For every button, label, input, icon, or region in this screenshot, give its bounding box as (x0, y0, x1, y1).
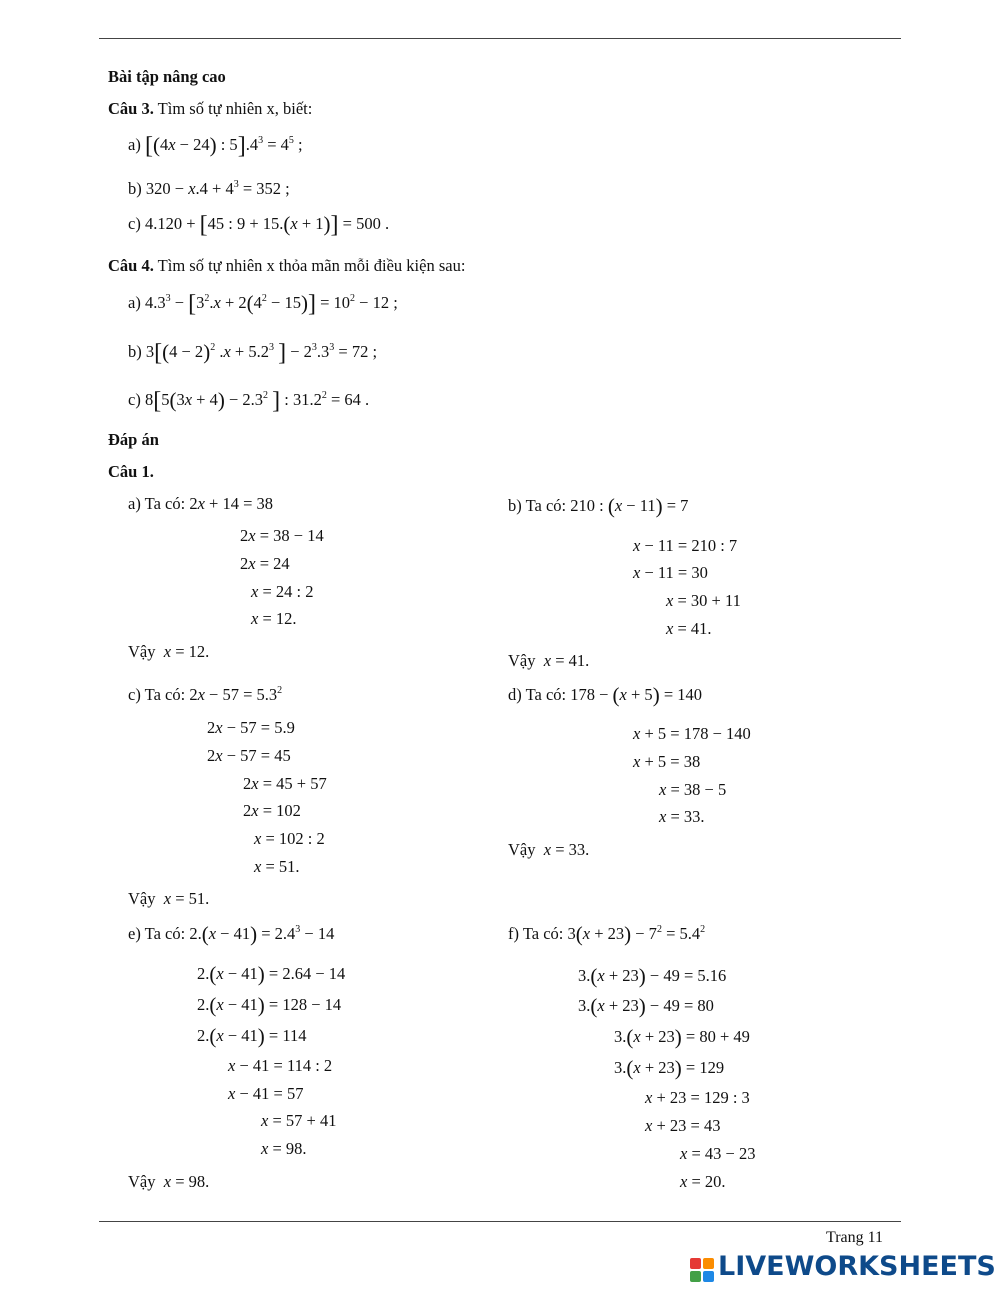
question-4-heading (108, 256, 465, 276)
q3-b-label: b) (128, 179, 142, 198)
brand-name[interactable]: LIVEWORKSHEETS (718, 1251, 996, 1282)
ans-d-line5: x = 33. (659, 807, 705, 826)
ans-f-line1: f) Ta có: $3(x + 23) - 7^2 = 5.4^2$ (508, 922, 706, 946)
q4-c (128, 388, 370, 414)
question-3-intro: Tìm số tự nhiên x, biết: (153, 99, 313, 118)
ans-b-label: b) Ta có: (508, 496, 567, 515)
ans-b-vay: Vậy (508, 651, 536, 670)
ans-f-line9: x = 20. (680, 1172, 726, 1191)
ans-f-line4: 3.(x + 23) = 80 + 49 (614, 1025, 750, 1049)
ans-f-line6: x + 23 = 129 : 3 (645, 1088, 750, 1107)
cau1-title: Câu 1. (108, 462, 154, 481)
ans-f-line8: x = 43 − 23 (680, 1144, 756, 1163)
q4-c-expr: $8[5(3x + 4) - 2.3^2$ ] : $31.2^2 = 64$ . (144, 388, 370, 414)
ans-d-label: d) Ta có: (508, 685, 567, 704)
ans-a-label: a) Ta có: (128, 494, 186, 513)
ans-a-line1: a) Ta có: 2x + 14 = 38 (128, 494, 274, 513)
ans-b-line4: x = 30 + 11 (666, 591, 741, 610)
ans-f-line3: 3.(x + 23) − 49 = 80 (578, 994, 714, 1018)
ans-b-line1: b) Ta có: 210 : (x − 11) = 7 (508, 494, 689, 518)
q3-a-expr: [(4x − 24) : $5].4^3 = 4^5$ ; (144, 133, 303, 159)
ans-a-line5: x = 12. (251, 609, 297, 628)
ans-b-line2: x − 11 = 210 : 7 (633, 536, 738, 555)
page-number: Trang 11 (826, 1229, 884, 1246)
ans-b-line5: x = 41. (666, 619, 712, 638)
q4-a-expr: $4.3^3 - [3^2.x + 2(4^2 - 15)] = 10^2 - 12$ ; (144, 291, 398, 317)
ans-d-line4: x = 38 − 5 (659, 780, 727, 799)
q3-c-label: c) (128, 214, 141, 233)
liveworksheets-logo-icon (690, 1255, 714, 1285)
ans-c-line4: 2x = 45 + 57 (243, 774, 327, 793)
ans-e-line7: x = 57 + 41 (261, 1111, 337, 1130)
ans-a-line2: 2x = 38 − 14 (240, 526, 324, 545)
ans-e-line3: 2.(x − 41) = 128 − 14 (197, 993, 342, 1017)
ans-b-line3: x − 11 = 30 (633, 563, 708, 582)
ans-c-line2: 2x − 57 = 5.9 (207, 718, 295, 737)
ans-c-line1: c) Ta có: $2x - 57 = 5.3^2$ (128, 685, 283, 704)
ans-e-label: e) Ta có: (128, 924, 186, 943)
logo-square-green (690, 1271, 701, 1282)
ans-d-line3: x + 5 = 38 (633, 752, 701, 771)
ans-c-line5: 2x = 102 (243, 801, 301, 820)
ans-f-line5: 3.(x + 23) = 129 (614, 1056, 725, 1080)
question-3-heading (108, 99, 312, 119)
ans-e-vay: Vậy (128, 1172, 156, 1191)
ans-a-line3: 2x = 24 (240, 554, 290, 573)
ans-c-vay: Vậy (128, 889, 156, 908)
q4-b-expr: $3[(4 - 2)^2$ $.x + 5.2^3$ ] − $2^3.3^3 = 72$ ; (145, 340, 378, 366)
logo-square-blue (703, 1271, 714, 1282)
ans-e-conclusion: Vậy x = 98. (128, 1172, 210, 1191)
ans-d-conclusion: Vậy x = 33. (508, 840, 590, 859)
ans-c-conclusion: Vậy x = 51. (128, 889, 210, 908)
ans-c-label: c) Ta có: (128, 685, 186, 704)
q4-c-label: c) (128, 390, 141, 409)
q4-a-label: a) (128, 293, 141, 312)
q3-b (128, 179, 290, 199)
bottom-rule (99, 1221, 901, 1222)
q3-c-expr: 4.120 + [45 : 9 + 15.(x + 1)] = 500 . (144, 212, 390, 238)
q4-b (128, 340, 378, 366)
ans-a-vay: Vậy (128, 642, 156, 661)
ans-e-line2: 2.(x − 41) = 2.64 − 14 (197, 962, 346, 986)
ans-f-line2: 3.(x + 23) − 49 = 5.16 (578, 964, 727, 988)
q4-a (128, 291, 398, 317)
ans-e-line6: x − 41 = 57 (228, 1084, 304, 1103)
ans-e-line1: e) Ta có: $2.(x - 41) = 2.4^3 - 14$ (128, 922, 335, 946)
ans-e-line8: x = 98. (261, 1139, 307, 1158)
question-3-label: Câu 3. (108, 99, 154, 118)
ans-e-line4: 2.(x − 41) = 114 (197, 1024, 307, 1048)
ans-f-label: f) Ta có: (508, 924, 564, 943)
ans-d-vay: Vậy (508, 840, 536, 859)
q4-b-label: b) (128, 342, 142, 361)
ans-b-conclusion: Vậy x = 41. (508, 651, 590, 670)
ans-d-line2: x + 5 = 178 − 140 (633, 724, 751, 743)
ans-c-line7: x = 51. (254, 857, 300, 876)
ans-a-line4: x = 24 : 2 (251, 582, 314, 601)
question-4-intro: Tìm số tự nhiên x thỏa mãn mỗi điều kiện sau: (153, 256, 466, 275)
ans-e-line5: x − 41 = 114 : 2 (228, 1056, 333, 1075)
section-title: Bài tập nâng cao (108, 67, 226, 86)
q3-a-label: a) (128, 135, 141, 154)
question-4-label: Câu 4. (108, 256, 154, 275)
logo-square-red (690, 1258, 701, 1269)
q3-b-expr: $320 - x.4 + 4^3 = 352$ ; (145, 179, 290, 198)
q3-a (128, 133, 303, 159)
top-rule (99, 38, 901, 39)
answers-title: Đáp án (108, 430, 159, 449)
q3-c (128, 212, 390, 238)
ans-f-line7: x + 23 = 43 (645, 1116, 721, 1135)
ans-c-line3: 2x − 57 = 45 (207, 746, 291, 765)
ans-c-line6: x = 102 : 2 (254, 829, 325, 848)
ans-d-line1: d) Ta có: 178 − (x + 5) = 140 (508, 683, 702, 707)
ans-a-conclusion: Vậy x = 12. (128, 642, 210, 661)
logo-square-orange (703, 1258, 714, 1269)
